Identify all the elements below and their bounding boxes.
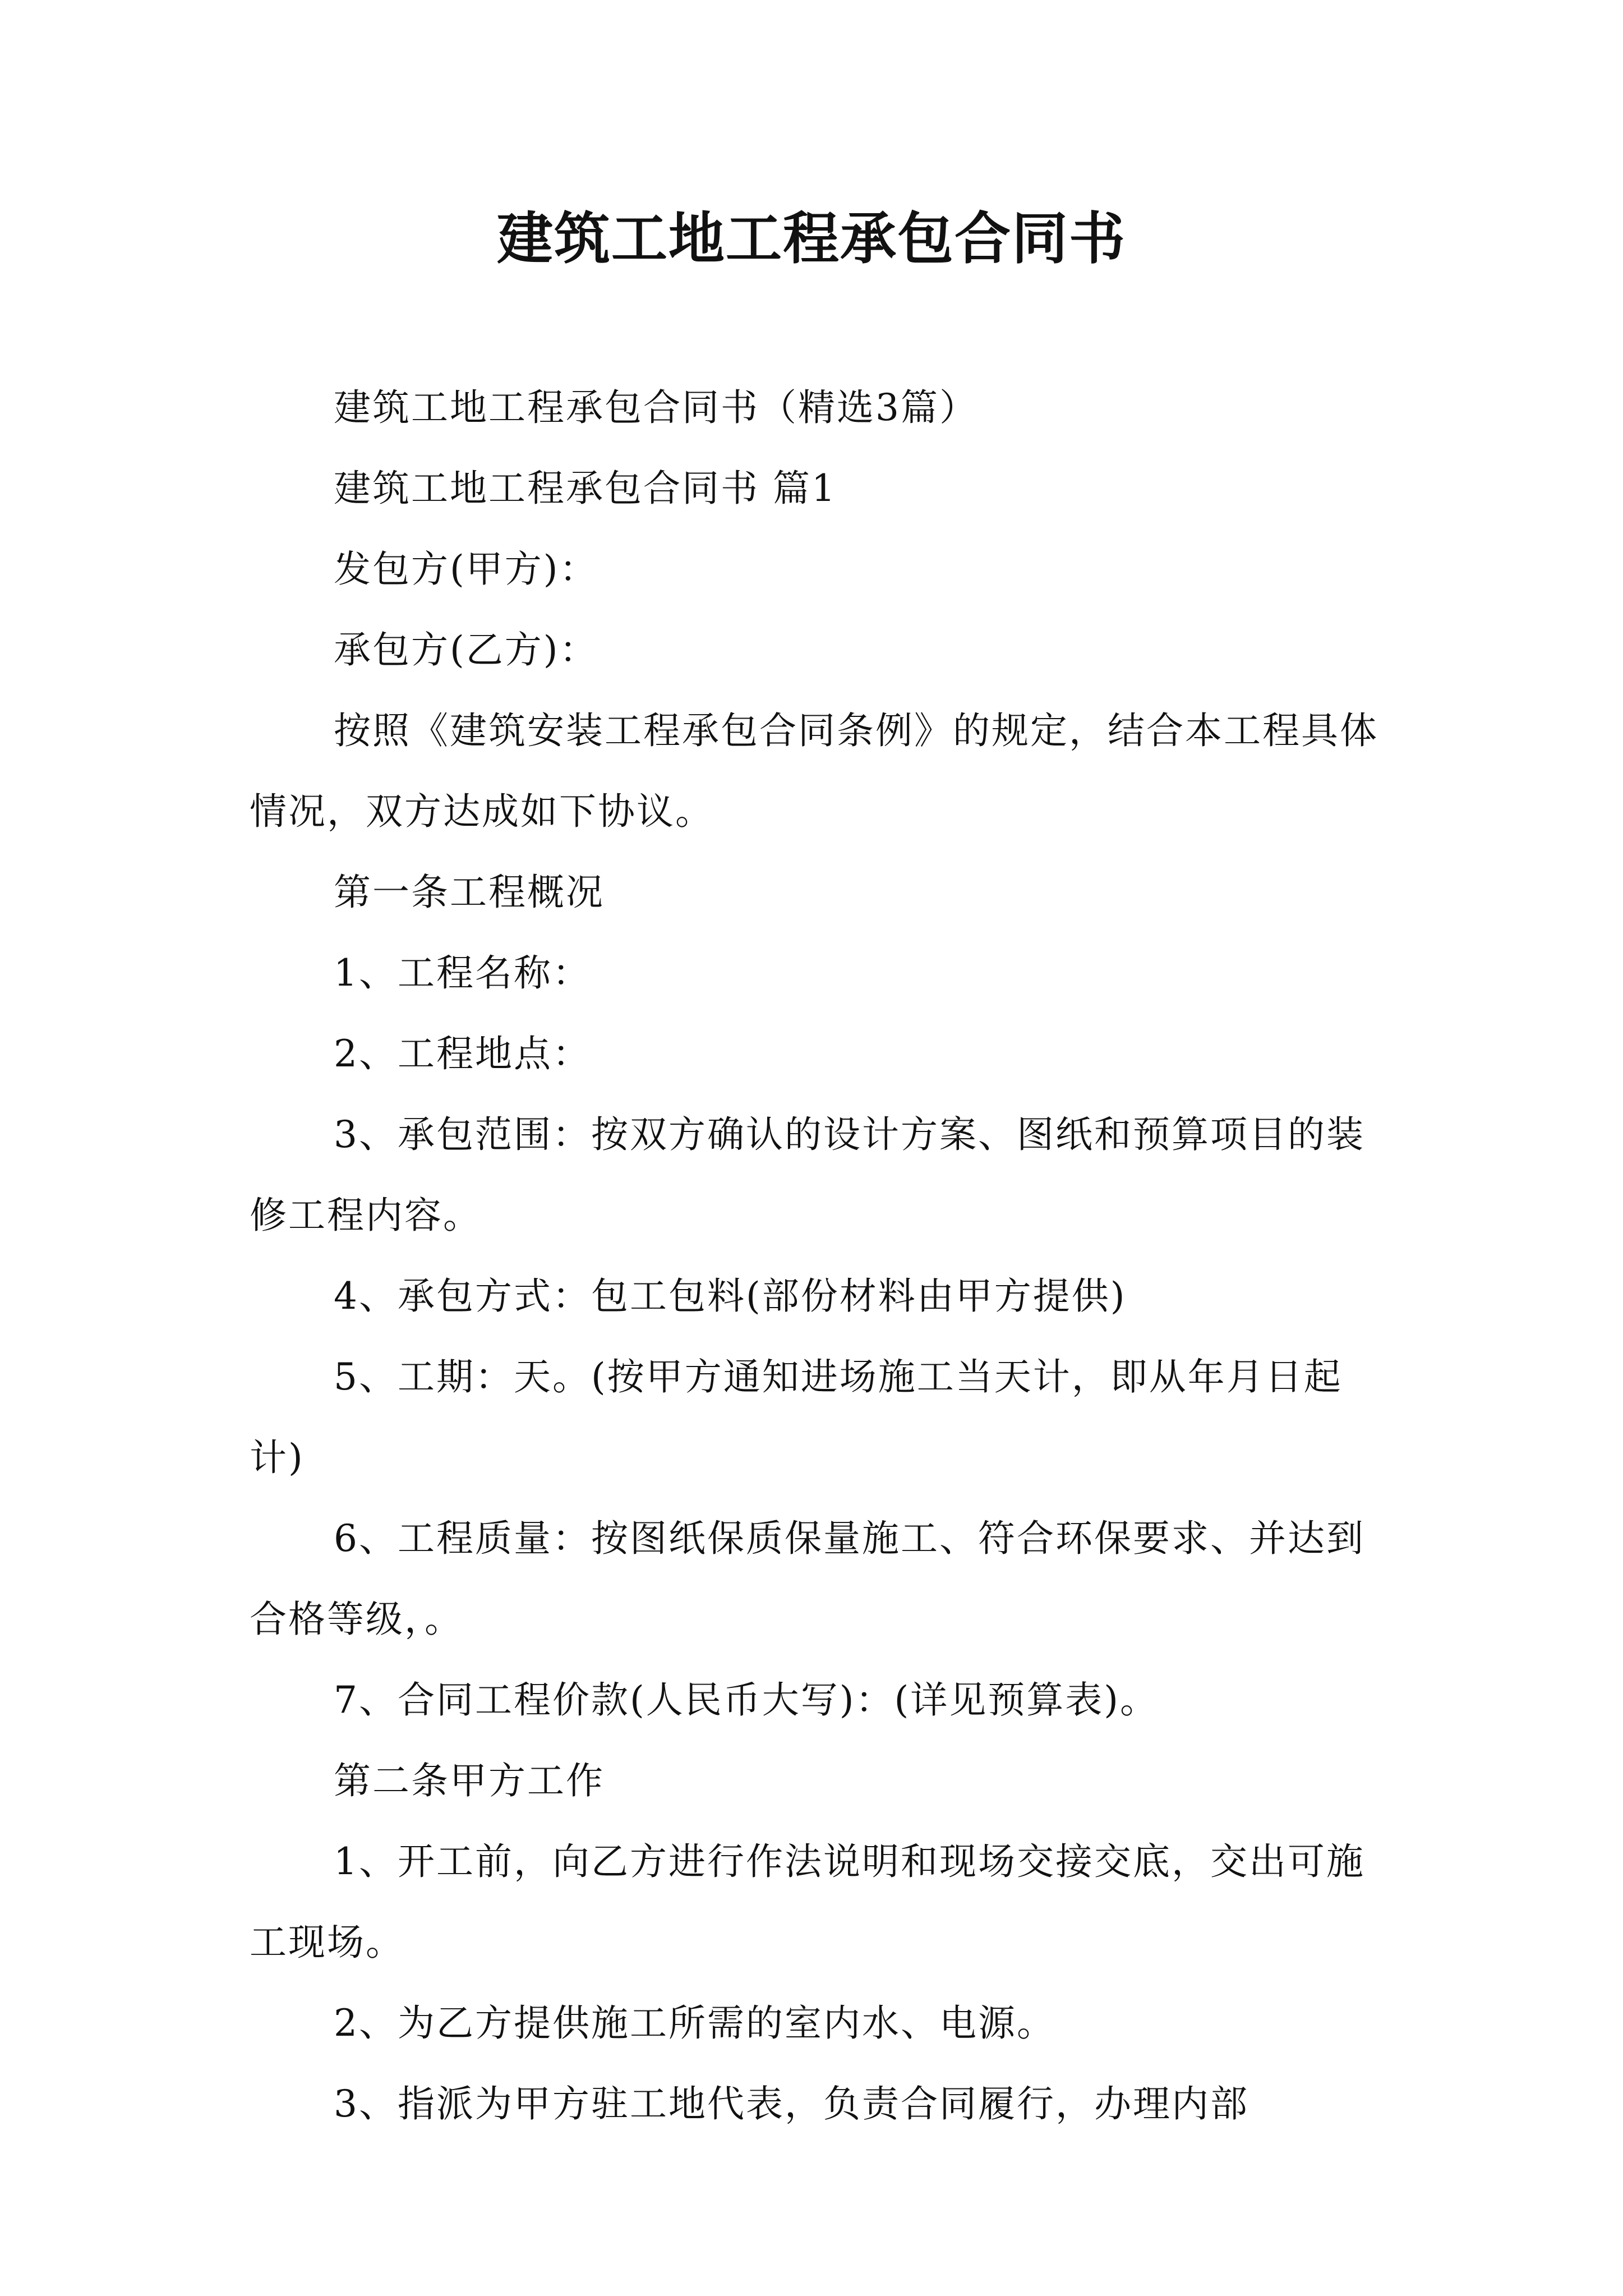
paragraph-article-1-heading: 第一条工程概况 xyxy=(334,871,605,914)
paragraph-section-heading: 建筑工地工程承包合同书 篇1 xyxy=(334,467,837,510)
paragraph-party-a: 发包方(甲方)： xyxy=(334,547,598,591)
paragraph-item: 3、承包范围：按双方确认的设计方案、图纸和预算项目的装修工程内容。 xyxy=(250,1113,1365,1237)
paragraph-party-b: 承包方(乙方)： xyxy=(334,628,598,671)
paragraph-item: 2、工程地点： xyxy=(334,1032,591,1075)
paragraph-preamble: 按照《建筑安装工程承包合同条例》的规定，结合本工程具体情况，双方达成如下协议。 xyxy=(250,709,1378,833)
paragraph-article-2-heading: 第二条甲方工作 xyxy=(334,1759,605,1802)
document-body xyxy=(250,367,1388,2145)
paragraph-subtitle: 建筑工地工程承包合同书（精选3篇） xyxy=(334,386,978,429)
paragraph-item: 7、合同工程价款(人民币大写)：(详见预算表)。 xyxy=(334,1678,1159,1722)
paragraph-item: 1、开工前，向乙方进行作法说明和现场交接交底，交出可施工现场。 xyxy=(250,1840,1365,1964)
paragraph-item: 2、为乙方提供施工所需的室内水、电源。 xyxy=(334,2001,1055,2045)
paragraph-item: 4、承包方式：包工包料(部份材料由甲方提供) xyxy=(334,1274,1127,1318)
document-title: 建筑工地工程承包合同书 xyxy=(497,205,1126,272)
paragraph-item: 1、工程名称： xyxy=(334,951,591,995)
paragraph-item: 3、指派为甲方驻工地代表，负责合同履行，办理内部 xyxy=(334,2082,1249,2125)
paragraph-item: 5、工期：天。(按甲方通知进场施工当天计，即从年月日起计) xyxy=(250,1355,1343,1479)
paragraph-item: 6、工程质量：按图纸保质保量施工、符合环保要求、并达到合格等级，。 xyxy=(250,1517,1365,1641)
